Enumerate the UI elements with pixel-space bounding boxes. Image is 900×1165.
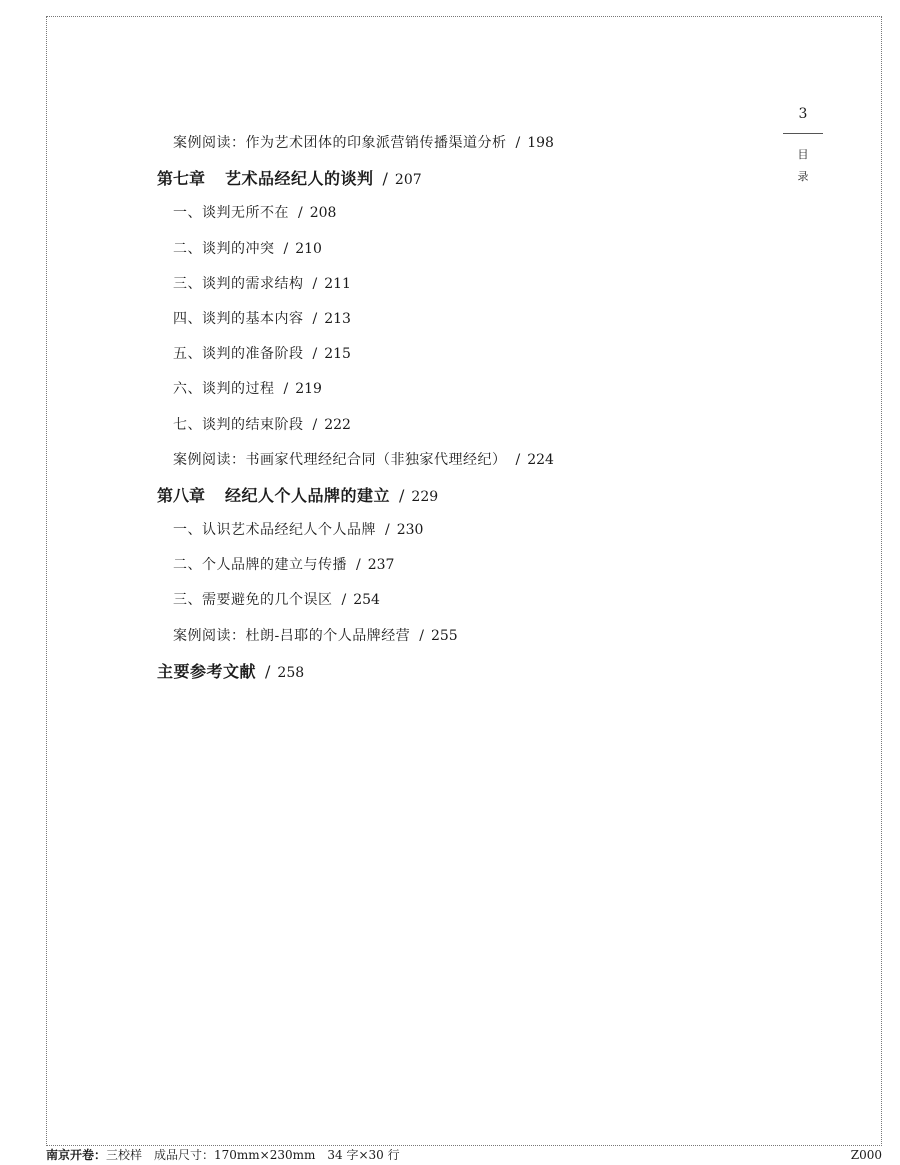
print-footer xyxy=(46,1145,882,1165)
toc-separator: / xyxy=(312,346,318,363)
toc-entry-title: 艺术品经纪人的谈判 xyxy=(225,169,374,189)
toc-separator: / xyxy=(419,627,424,644)
toc-entry-title: 案例阅读：书画家代理经纪合同（非独家代理经纪） xyxy=(173,451,507,468)
toc-page-number: 222 xyxy=(324,416,351,433)
page-number: 3 xyxy=(798,106,808,122)
side-header xyxy=(783,104,823,188)
toc-chapter-number: 第七章 xyxy=(157,169,206,189)
side-rule xyxy=(783,133,823,134)
toc-section-entry xyxy=(157,619,757,654)
toc-chapter-entry xyxy=(157,478,757,513)
toc-entry-title: 四、谈判的基本内容 xyxy=(173,310,304,327)
toc-page-number: 255 xyxy=(430,627,458,644)
toc-section-entry xyxy=(157,302,757,337)
toc-page-number: 215 xyxy=(324,346,351,363)
toc-section-entry xyxy=(157,196,757,231)
toc-page-number: 237 xyxy=(367,557,395,574)
toc-entry-title: 七、谈判的结束阶段 xyxy=(173,416,304,433)
toc-page-number: 224 xyxy=(527,451,554,468)
toc-entry-title: 二、谈判的冲突 xyxy=(173,240,275,257)
toc-separator: / xyxy=(341,592,347,609)
toc-entry-title: 案例阅读：杜朗-吕耶的个人品牌经营 xyxy=(173,627,411,644)
toc-entry-title: 案例阅读：作为艺术团体的印象派营销传播渠道分析 xyxy=(173,135,507,151)
toc-page-number: 254 xyxy=(353,592,380,609)
toc-page-number: 211 xyxy=(324,275,351,292)
toc-page-number: 258 xyxy=(277,664,305,681)
toc-separator: / xyxy=(283,381,289,398)
toc-section-entry xyxy=(157,408,757,443)
toc-entry-title: 三、谈判的需求结构 xyxy=(173,275,304,292)
toc-separator: / xyxy=(356,557,361,574)
toc-page-number: 210 xyxy=(295,240,322,257)
footer-spec: 三校样 成品尺寸：170mm×230mm 34 字×30 行 xyxy=(106,1148,400,1162)
toc-entry-title: 一、认识艺术品经纪人个人品牌 xyxy=(173,522,376,539)
toc-separator: / xyxy=(399,485,405,505)
toc-page-number: 198 xyxy=(527,135,554,151)
toc-entry-title: 经纪人个人品牌的建立 xyxy=(225,485,391,505)
toc-chapter-number: 第八章 xyxy=(157,485,206,505)
toc-section-entry xyxy=(157,513,757,548)
toc-section-entry xyxy=(157,443,757,478)
toc-section-entry xyxy=(157,372,757,407)
toc-entry-title: 六、谈判的过程 xyxy=(173,381,275,398)
toc-entry-title: 主要参考文献 xyxy=(157,661,257,681)
toc-separator: / xyxy=(515,451,521,468)
toc-section-entry xyxy=(157,548,757,583)
toc-chapter-entry xyxy=(157,161,757,196)
toc-page-number: 213 xyxy=(324,310,351,327)
toc-separator: / xyxy=(382,169,388,189)
toc-entry-title: 一、谈判无所不在 xyxy=(173,205,289,222)
toc-entry-title: 二、个人品牌的建立与传播 xyxy=(173,557,347,574)
toc-section-entry xyxy=(157,337,757,372)
footer-publisher: 南京开卷： xyxy=(46,1148,107,1162)
toc-separator: / xyxy=(312,416,318,433)
toc-section-entry xyxy=(157,232,757,267)
toc-section-entry xyxy=(157,126,757,161)
footer-code: Z000 xyxy=(850,1148,882,1162)
toc-separator: / xyxy=(283,240,289,257)
section-label-char-2: 录 xyxy=(797,170,809,183)
toc-page-number: 230 xyxy=(396,522,424,539)
toc-entry-title: 三、需要避免的几个误区 xyxy=(173,592,333,609)
toc-page-number: 208 xyxy=(309,205,337,222)
toc-separator: / xyxy=(265,661,271,681)
toc-separator: / xyxy=(312,310,318,327)
toc-separator: / xyxy=(515,135,521,151)
toc-entry-title: 五、谈判的准备阶段 xyxy=(173,346,304,363)
toc-page-number: 207 xyxy=(394,172,422,189)
toc-separator: / xyxy=(312,275,318,292)
toc-chapter-entry xyxy=(157,654,757,689)
toc-section-entry xyxy=(157,583,757,618)
toc-separator: / xyxy=(385,522,390,539)
footer-print-info xyxy=(46,1145,400,1165)
toc-section-entry xyxy=(157,267,757,302)
table-of-contents xyxy=(157,126,757,689)
toc-page-number: 229 xyxy=(411,488,439,505)
toc-separator: / xyxy=(298,205,303,222)
toc-page-number: 219 xyxy=(295,381,322,398)
section-label-char-1: 目 xyxy=(797,148,809,161)
